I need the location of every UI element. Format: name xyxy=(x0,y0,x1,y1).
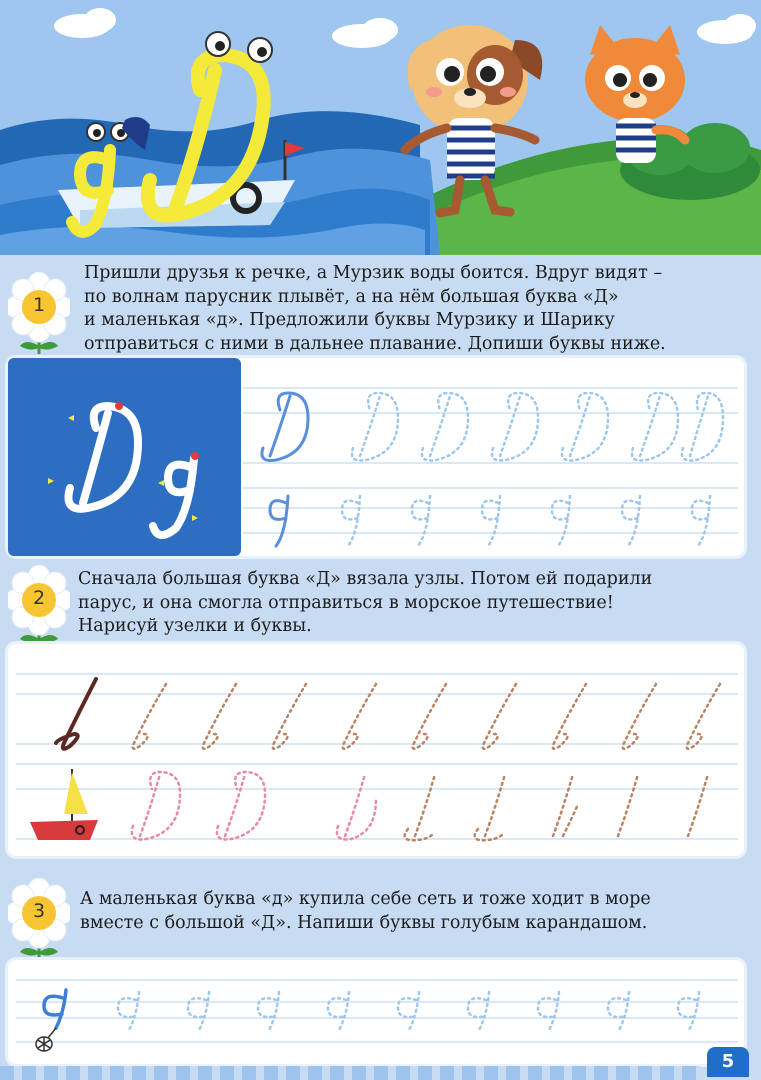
task-3-instructions: А маленькая буква «д» купила себе сеть и тоже ходит в море вместе с большой «Д». Напиши буквы голубым карандашом. xyxy=(80,889,651,933)
fishing-net-icon xyxy=(36,1028,56,1051)
task-2-number: 2 xyxy=(32,587,46,609)
task-1-writing-panel xyxy=(8,358,744,556)
task-1-handwriting-lines xyxy=(8,358,744,556)
river-scene-illustration xyxy=(0,0,761,255)
page-number: 5 xyxy=(707,1047,749,1077)
task-2-instructions: Сначала большая буква «Д» вязала узлы. Потом ей подарили парус, и она смогла отправиться в морское путешествие! Нарисуй узелки и буквы. xyxy=(78,569,653,636)
task-3-number: 3 xyxy=(32,900,46,922)
task-2-writing-panel xyxy=(8,644,744,856)
bottom-border-decoration xyxy=(0,1066,700,1080)
task-1-instructions: Пришли друзья к речке, а Мурзик воды боится. Вдруг видят – по волнам парусник плывёт, а на нём большая буква «Д» и маленькая «д». Предложили буквы Мурзику и Шарику отправиться с ними в дальнее плавание. Допиши буквы ниже. xyxy=(84,263,666,354)
task-1-number: 1 xyxy=(32,294,46,316)
hero-illustration xyxy=(0,0,761,255)
task-3-writing-panel xyxy=(8,960,744,1064)
knotted-rope-icon xyxy=(56,679,96,749)
task-2-handwriting-lines xyxy=(8,644,744,856)
sailboat-icon xyxy=(30,769,98,840)
task-3-handwriting-lines xyxy=(8,960,744,1064)
